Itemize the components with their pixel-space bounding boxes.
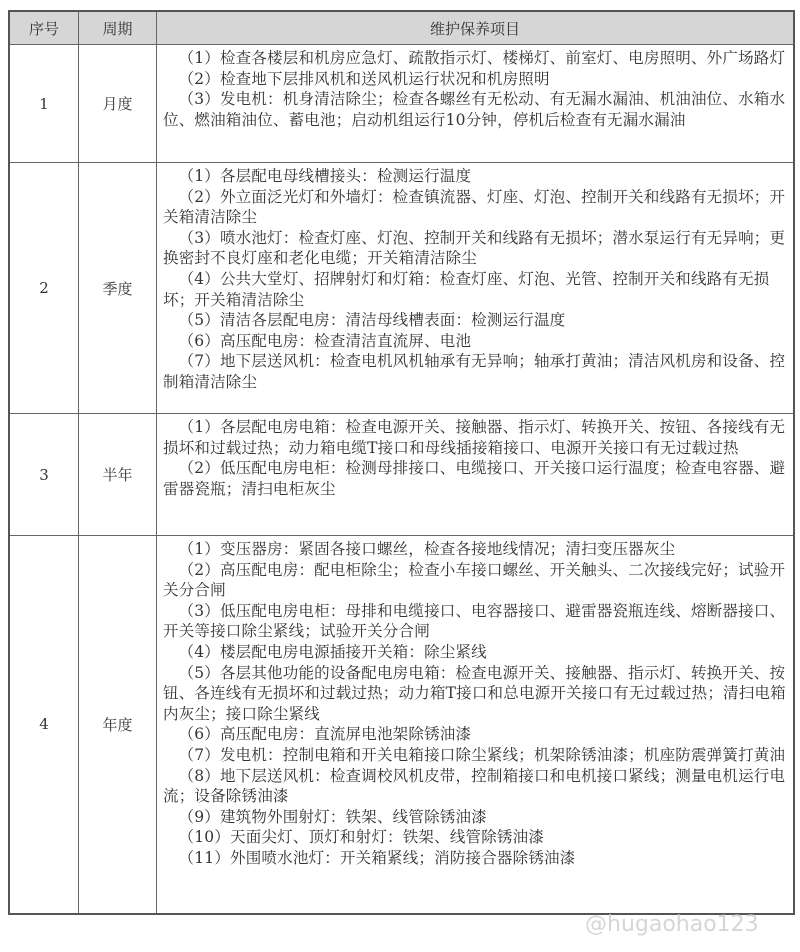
row-number: 4: [9, 536, 79, 914]
header-period: 周期: [79, 11, 157, 45]
row-period: 半年: [79, 414, 157, 536]
maintenance-item: （3）喷水池灯：检查灯座、灯泡、控制开关和线路有无损坏；潜水泵运行有无异响；更换密封不良灯座和老化电缆；开关箱清洁除尘: [163, 228, 786, 268]
maintenance-item: （4）公共大堂灯、招牌射灯和灯箱：检查灯座、灯泡、光管、控制开关和线路有无损坏；开关箱清洁除尘: [163, 269, 770, 309]
maintenance-item: （1）检查各楼层和机房应急灯、疏散指示灯、楼梯灯、前室灯、电房照明、外广场路灯: [178, 49, 786, 67]
maintenance-item: （5）清洁各层配电房：清洁母线槽表面：检测运行温度: [178, 311, 566, 330]
table-header-row: [9, 11, 794, 45]
maintenance-item: （5）各层其他功能的设备配电房电箱：检查电源开关、接触器、指示灯、转换开关、按钮、各连线有无损坏和过载过热；动力箱T接口和总电源开关接口有无过载过热；清扫电箱内灰尘；接口除尘紧线: [163, 663, 786, 723]
maintenance-item: （3）低压配电房电柜：母排和电缆接口、电容器接口、避雷器瓷瓶连线、熔断器接口、开关等接口除尘紧线；试验开关分合闸: [163, 601, 786, 641]
maintenance-item: （4）楼层配电房电源插接开关箱：除尘紧线: [178, 642, 487, 661]
row-items: [157, 163, 795, 414]
maintenance-item: （2）外立面泛光灯和外墙灯：检查镇流器、灯座、灯泡、控制开关和线路有无损坏；开关箱清洁除尘: [163, 187, 786, 227]
row-number: 3: [9, 414, 79, 536]
table-row: [9, 45, 794, 163]
header-no: 序号: [9, 11, 79, 45]
row-period: 年度: [79, 536, 157, 914]
maintenance-item: （10）天面尖灯、顶灯和射灯：铁架、线管除锈油漆: [178, 828, 545, 847]
table-row: [9, 163, 794, 414]
maintenance-item: （7）地下层送风机：检查电机风机轴承有无异响；轴承打黄油；清洁风机房和设备、控制箱清洁除尘: [163, 352, 786, 391]
maintenance-item: （8）地下层送风机：检查调校风机皮带，控制箱接口和电机接口紧线；测量电机运行电流；设备除锈油漆: [163, 766, 786, 806]
header-items: 维护保养项目: [157, 11, 795, 45]
maintenance-item: （11）外围喷水池灯：开关箱紧线；消防接合器除锈油漆: [178, 848, 576, 867]
row-period: 月度: [79, 45, 157, 163]
maintenance-item: （1）变压器房：紧固各接口螺丝，检查各接地线情况；清扫变压器灰尘: [178, 540, 676, 558]
maintenance-item: （9）建筑物外围射灯：铁架、线管除锈油漆: [178, 807, 487, 826]
maintenance-item: （6）高压配电房：直流屏电池架除锈油漆: [178, 725, 472, 744]
maintenance-table: [8, 10, 795, 915]
row-period: 季度: [79, 163, 157, 414]
maintenance-item: （3）发电机：机身清洁除尘；检查各螺丝有无松动、有无漏水漏油、机油油位、水箱水位、燃油箱油位、蓄电池；启动机组运行10分钟，停机后检查有无漏水漏油: [163, 90, 786, 129]
maintenance-item: （2）低压配电房电柜：检测母排接口、电缆接口、开关接口运行温度；检查电容器、避雷器瓷瓶；清扫电柜灰尘: [163, 459, 786, 498]
row-items: [157, 414, 795, 536]
maintenance-item: （1）各层配电房电箱：检查电源开关、接触器、指示灯、转换开关、按钮、各接线有无损坏和过载过热；动力箱电缆T接口和母线插接箱接口、电源开关接口有无过载过热: [163, 418, 786, 457]
maintenance-item: （6）高压配电房：检查清洁直流屏、电池: [178, 331, 472, 350]
maintenance-item: （7）发电机：控制电箱和开关电箱接口除尘紧线；机架除锈油漆；机座防震弹簧打黄油: [178, 745, 786, 764]
maintenance-item: （2）高压配电房：配电柜除尘；检查小车接口螺丝、开关触头、二次接线完好；试验开关分合闸: [163, 560, 786, 600]
row-number: 1: [9, 45, 79, 163]
watermark: @hugaohao123: [585, 912, 759, 937]
row-items: [157, 45, 795, 163]
table-row: [9, 414, 794, 536]
maintenance-item: （2）检查地下层排风机和送风机运行状况和机房照明: [178, 69, 550, 88]
table-row: [9, 536, 794, 914]
row-items: [157, 536, 795, 914]
maintenance-item: （1）各层配电母线槽接头：检测运行温度: [178, 167, 472, 185]
row-number: 2: [9, 163, 79, 414]
